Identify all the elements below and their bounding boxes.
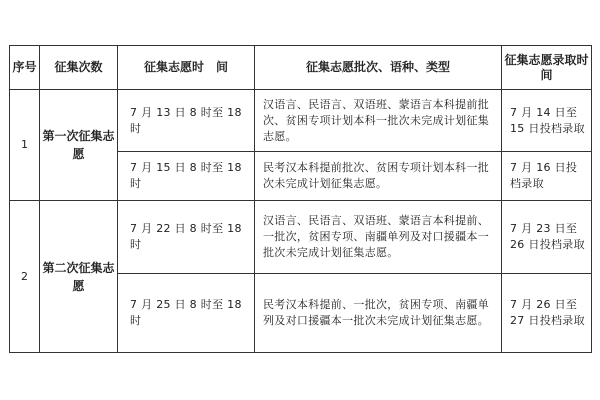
admission-schedule-document (9, 45, 591, 352)
header-seq: 序号 (10, 46, 40, 90)
round-1-row-2-time: 7 月 15 日 8 时至 18 时 (118, 152, 255, 201)
round-2-row-1-time: 7 月 22 日 8 时至 18 时 (118, 201, 255, 274)
header-time: 征集志愿时 间 (118, 46, 255, 90)
round-2-seq: 2 (10, 201, 40, 353)
table-row (10, 90, 592, 152)
round-1-row-1-admit: 7 月 14 日至 15 日投档录取 (502, 90, 592, 152)
round-2-row-2-time: 7 月 25 日 8 时至 18 时 (118, 274, 255, 353)
round-1-row-1-time: 7 月 13 日 8 时至 18 时 (118, 90, 255, 152)
round-2-row-1-batch: 汉语言、民语言、双语班、蒙语言本科提前、一批次，贫困专项、南疆单列及对口援疆本一批次未完成计划征集志愿。 (255, 201, 502, 274)
round-1-row-2-batch: 民考汉本科提前批次、贫困专项计划本科一批次未完成计划征集志愿。 (255, 152, 502, 201)
header-row (10, 46, 592, 90)
round-2-row-2-admit: 7 月 26 日至 27 日投档录取 (502, 274, 592, 353)
header-batch: 征集志愿批次、语种、类型 (255, 46, 502, 90)
round-1-seq: 1 (10, 90, 40, 201)
schedule-table (9, 45, 592, 353)
round-2-row-1-admit: 7 月 23 日至 26 日投档录取 (502, 201, 592, 274)
table-row (10, 201, 592, 274)
round-2-name: 第二次征集志愿 (40, 201, 118, 353)
round-1-row-2-admit: 7 月 16 日投档录取 (502, 152, 592, 201)
header-admit: 征集志愿录取时间 (502, 46, 592, 90)
round-1-row-1-batch: 汉语言、民语言、双语班、蒙语言本科提前批次、贫困专项计划本科一批次未完成计划征集志愿。 (255, 90, 502, 152)
round-2-row-2-batch: 民考汉本科提前、一批次，贫困专项、南疆单列及对口援疆本一批次未完成计划征集志愿。 (255, 274, 502, 353)
header-round: 征集次数 (40, 46, 118, 90)
round-1-name: 第一次征集志愿 (40, 90, 118, 201)
